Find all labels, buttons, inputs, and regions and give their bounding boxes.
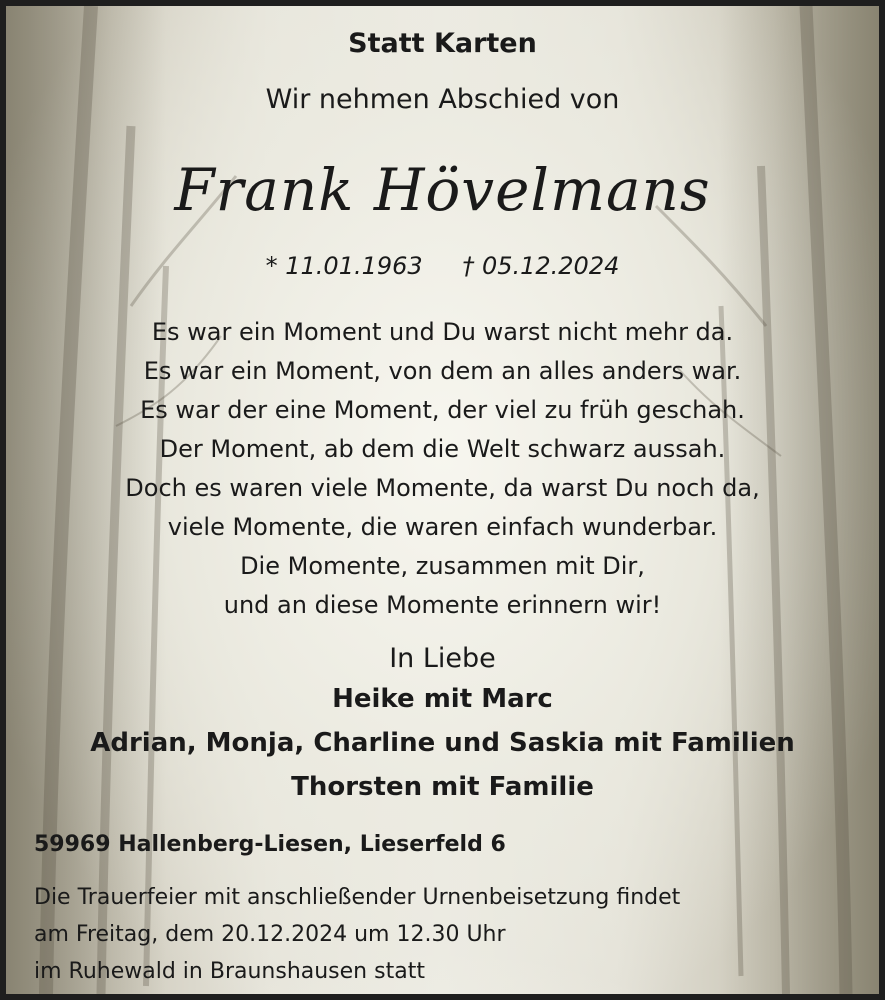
signatory: Heike mit Marc (332, 684, 553, 714)
poem-line: Es war ein Moment und Du warst nicht mehr da. (151, 318, 734, 346)
birth-date: * 11.01.1963 (265, 252, 423, 280)
life-dates (6, 252, 879, 280)
address: 59969 Hallenberg-Liesen, Lieserfeld 6 (34, 832, 506, 857)
poem-line: Es war ein Moment, von dem an alles anders war. (143, 357, 742, 385)
funeral-info (34, 879, 680, 990)
funeral-info-line: am Freitag, dem 20.12.2024 um 12.30 Uhr (34, 922, 506, 947)
funeral-info-line: im Ruhewald in Braunshausen statt (34, 959, 425, 984)
in-liebe: In Liebe (389, 643, 496, 674)
header-statt-karten: Statt Karten (348, 28, 537, 59)
funeral-info-line: Die Trauerfeier mit anschließender Urnenbeisetzung findet (34, 885, 681, 910)
poem-line: Der Moment, ab dem die Welt schwarz aussah. (159, 435, 726, 463)
signatory: Adrian, Monja, Charline und Saskia mit Familien (90, 728, 795, 758)
deceased-name: Frank Hövelmans (174, 156, 711, 224)
poem-line: viele Momente, die waren einfach wunderbar. (167, 513, 718, 541)
death-date: † 05.12.2024 (462, 252, 620, 280)
poem-line: Doch es waren viele Momente, da warst Du noch da, (125, 474, 760, 502)
intro-text: Wir nehmen Abschied von (265, 84, 620, 115)
poem-line: und an diese Momente erinnern wir! (223, 591, 662, 619)
signatory: Thorsten mit Familie (291, 772, 594, 802)
poem (6, 313, 879, 625)
poem-line: Es war der eine Moment, der viel zu früh geschah. (140, 396, 745, 424)
poem-line: Die Momente, zusammen mit Dir, (240, 552, 645, 580)
